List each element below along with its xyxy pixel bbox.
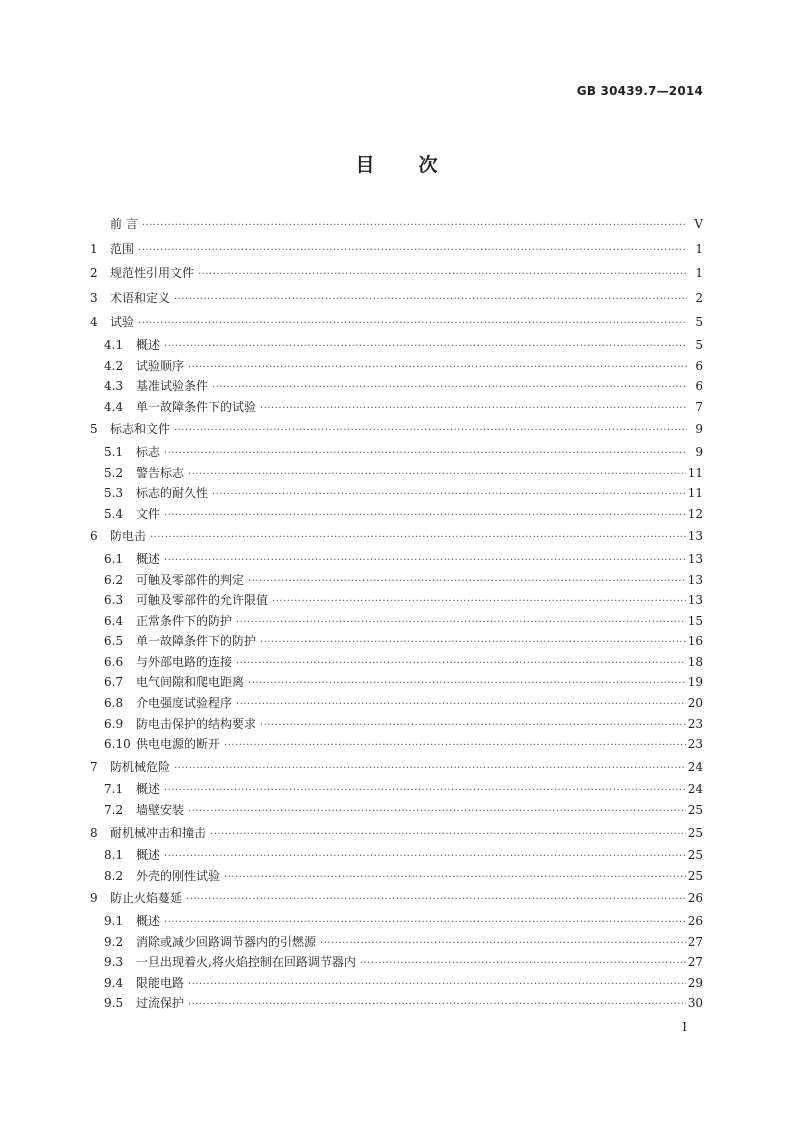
dot-leader [272, 592, 686, 613]
toc-entry-chapter[interactable] [90, 310, 703, 335]
toc-entry-number: 6.9 [104, 716, 124, 731]
toc-entry-label: 介电强度试验程序 [136, 696, 233, 711]
toc-entry-label: 标志的耐久性 [136, 486, 209, 501]
table-of-contents [90, 212, 703, 1014]
toc-entry-page: 13 [687, 572, 703, 587]
toc-entry-label: 概述 [136, 848, 161, 863]
dot-leader [236, 695, 686, 716]
dot-leader [198, 263, 687, 288]
toc-entry-section[interactable] [90, 734, 703, 755]
toc-entry-section[interactable] [90, 911, 703, 932]
toc-entry-section[interactable] [90, 590, 703, 611]
dot-leader [236, 613, 686, 634]
toc-entry-number: 6.6 [104, 654, 124, 669]
toc-entry-number: 2 [90, 266, 98, 281]
toc-entry-section[interactable] [90, 652, 703, 673]
toc-entry-label: 限能电路 [136, 975, 185, 990]
dot-leader [236, 654, 686, 675]
toc-entry-page: 5 [695, 337, 703, 352]
toc-entry-label: 可触及零部件的允许限值 [136, 593, 269, 608]
toc-entry-page: 13 [687, 551, 703, 566]
toc-entry-number: 6.5 [104, 634, 124, 649]
toc-entry-number: 7.1 [104, 782, 124, 797]
toc-entry-number: 4.1 [104, 337, 124, 352]
toc-entry-label: 术语和定义 [110, 290, 171, 305]
toc-entry-page: 20 [687, 696, 703, 711]
toc-entry-page: 11 [687, 486, 703, 501]
toc-entry-page: 16 [687, 634, 703, 649]
toc-entry-page: 15 [687, 613, 703, 628]
dot-leader [174, 419, 687, 444]
toc-entry-label: 单一故障条件下的试验 [136, 399, 257, 414]
toc-entry-page: 23 [687, 737, 703, 752]
dot-leader [164, 551, 686, 572]
toc-entry-page: 30 [687, 996, 703, 1011]
toc-entry-number: 5.4 [104, 506, 124, 521]
dot-leader [164, 847, 686, 868]
toc-entry-number: 4.3 [104, 379, 124, 394]
page-number: I [682, 1020, 687, 1034]
toc-entry-section[interactable] [90, 993, 703, 1014]
toc-entry-page: 13 [687, 593, 703, 608]
toc-entry-label: 电气间隙和爬电距离 [136, 675, 245, 690]
dot-leader [210, 823, 686, 848]
toc-entry-label: 一旦出现着火,将火焰控制在回路调节器内 [136, 955, 356, 970]
dot-leader [138, 239, 687, 264]
toc-entry-chapter[interactable] [90, 755, 703, 780]
toc-entry-section[interactable] [90, 693, 703, 714]
dot-leader [164, 781, 686, 802]
toc-entry-number: 1 [90, 241, 98, 256]
toc-entry-number: 5 [90, 422, 98, 437]
dot-leader [164, 337, 687, 358]
toc-entry-number: 6.10 [104, 737, 131, 752]
toc-entry-page: 12 [687, 506, 703, 521]
toc-entry-section[interactable] [90, 442, 703, 463]
toc-entry-chapter[interactable] [90, 261, 703, 286]
toc-entry-section[interactable] [90, 463, 703, 484]
toc-entry-label: 范围 [110, 241, 135, 256]
toc-entry-page: 19 [687, 675, 703, 690]
toc-entry-page: 13 [687, 529, 703, 544]
toc-entry-label: 与外部电路的连接 [136, 654, 233, 669]
toc-entry-number: 3 [90, 290, 98, 305]
dot-leader [142, 214, 687, 239]
dot-leader [320, 934, 686, 955]
toc-entry-number: 9.4 [104, 975, 124, 990]
toc-entry-label: 耐机械冲击和撞击 [110, 825, 207, 840]
toc-entry-number: 6.7 [104, 675, 124, 690]
toc-entry-label: 标志和文件 [110, 422, 171, 437]
toc-entry-page: 18 [687, 654, 703, 669]
toc-entry-page: 25 [687, 803, 703, 818]
toc-entry-label: 文件 [136, 506, 161, 521]
toc-entry-page: 9 [695, 444, 703, 459]
toc-entry-page: 24 [687, 782, 703, 797]
toc-entry-page: 6 [695, 358, 703, 373]
dot-leader [360, 954, 686, 975]
toc-entry-section[interactable] [90, 866, 703, 887]
dot-leader [248, 674, 686, 695]
toc-entry-label: 过流保护 [136, 996, 185, 1011]
dot-leader [164, 444, 687, 465]
toc-entry-page: 2 [695, 290, 703, 305]
toc-entry-section[interactable] [90, 932, 703, 953]
toc-entry-label: 外壳的刚性试验 [136, 868, 221, 883]
toc-entry-label: 概述 [136, 337, 161, 352]
toc-entry-number: 6.3 [104, 593, 124, 608]
toc-entry-label: 供电电源的断开 [136, 737, 221, 752]
toc-entry-page: 11 [687, 465, 703, 480]
toc-entry-section[interactable] [90, 973, 703, 994]
toc-entry-number: 8.2 [104, 868, 124, 883]
toc-entry-page: 27 [687, 955, 703, 970]
toc-entry-number: 8.1 [104, 848, 124, 863]
dot-leader [164, 913, 686, 934]
dot-leader [212, 485, 686, 506]
toc-entry-number: 8 [90, 825, 98, 840]
toc-entry-number: 9.2 [104, 934, 124, 949]
page-title-char-1: 目 [355, 154, 375, 176]
toc-entry-chapter[interactable] [90, 237, 703, 262]
dot-leader [138, 312, 687, 337]
toc-entry-page: 23 [687, 716, 703, 731]
dot-leader [260, 716, 686, 737]
toc-entry-section[interactable] [90, 714, 703, 735]
toc-entry-page: V [694, 217, 703, 231]
dot-leader [248, 572, 686, 593]
toc-entry-number: 7.2 [104, 803, 124, 818]
page-title [0, 150, 793, 177]
toc-entry-section[interactable] [90, 611, 703, 632]
toc-entry-label: 概述 [136, 914, 161, 928]
toc-entry-number: 4.2 [104, 358, 124, 373]
toc-entry-section[interactable] [90, 549, 703, 570]
dot-leader [260, 633, 686, 654]
toc-entry-label: 正常条件下的防护 [136, 613, 233, 628]
dot-leader [174, 757, 686, 782]
toc-entry-label: 概述 [136, 782, 161, 797]
dot-leader [224, 736, 686, 757]
toc-entry-number: 6.4 [104, 613, 124, 628]
toc-entry-chapter[interactable] [90, 417, 703, 442]
toc-entry-label: 防止火焰蔓延 [110, 891, 183, 906]
document-code: GB 30439.7—2014 [576, 84, 703, 98]
toc-entry-label: 墙壁安装 [136, 803, 185, 818]
toc-entry-chapter[interactable] [90, 821, 703, 846]
toc-entry-label: 可触及零部件的判定 [136, 572, 245, 587]
dot-leader [188, 802, 686, 823]
dot-leader [174, 288, 687, 313]
toc-entry-number: 4 [90, 315, 98, 330]
toc-entry-label: 规范性引用文件 [110, 266, 195, 281]
toc-entry-label: 单一故障条件下的防护 [136, 634, 257, 649]
toc-entry-number: 4.4 [104, 399, 124, 414]
toc-entry-page: 25 [687, 825, 703, 840]
dot-leader [260, 399, 687, 420]
toc-entry-section[interactable] [90, 397, 703, 418]
toc-entry-label: 标志 [136, 444, 161, 459]
toc-entry-chapter[interactable] [90, 524, 703, 549]
toc-entry-label: 试验顺序 [136, 358, 185, 373]
toc-entry-section[interactable] [90, 570, 703, 591]
toc-entry-section[interactable] [90, 483, 703, 504]
toc-entry-page: 5 [695, 315, 703, 330]
toc-entry-label: 基准试验条件 [136, 379, 209, 394]
toc-entry-section[interactable] [90, 504, 703, 525]
toc-entry-number: 6.2 [104, 572, 124, 587]
toc-entry-number: 6.8 [104, 696, 124, 711]
toc-entry-label: 防机械危险 [110, 759, 171, 774]
toc-entry-page: 25 [687, 868, 703, 883]
dot-leader [186, 888, 686, 913]
toc-entry-section[interactable] [90, 845, 703, 866]
dot-leader [164, 506, 686, 527]
toc-entry-label: 防电击保护的结构要求 [136, 716, 257, 731]
toc-entry-number: 9.1 [104, 914, 124, 928]
toc-entry-section[interactable] [90, 376, 703, 397]
toc-entry-section[interactable] [90, 952, 703, 973]
toc-entry-chapter[interactable] [90, 212, 703, 237]
dot-leader [188, 995, 686, 1016]
toc-entry-section[interactable] [90, 800, 703, 821]
toc-entry-page: 26 [687, 891, 703, 906]
toc-entry-label: 警告标志 [136, 465, 185, 480]
toc-entry-page: 1 [695, 241, 703, 256]
toc-entry-page: 27 [687, 934, 703, 949]
dot-leader [188, 465, 686, 486]
toc-entry-page: 24 [687, 759, 703, 774]
toc-entry-label: 防电击 [110, 529, 147, 544]
toc-entry-section[interactable] [90, 672, 703, 693]
toc-entry-chapter[interactable] [90, 886, 703, 911]
toc-entry-page: 6 [695, 379, 703, 394]
toc-entry-number: 6.1 [104, 551, 124, 566]
dot-leader [212, 378, 687, 399]
toc-entry-label: 消除或减少回路调节器内的引燃源 [136, 934, 317, 949]
toc-entry-page: 26 [687, 914, 703, 928]
toc-entry-number: 5.1 [104, 444, 124, 459]
toc-entry-number: 6 [90, 529, 98, 544]
toc-entry-number: 9.5 [104, 996, 124, 1011]
toc-entry-page: 1 [695, 266, 703, 281]
page-title-char-2: 次 [418, 154, 438, 176]
toc-entry-page: 7 [695, 399, 703, 414]
dot-leader [188, 358, 687, 379]
toc-entry-page: 9 [695, 422, 703, 437]
dot-leader [224, 868, 686, 889]
toc-entry-label: 概述 [136, 551, 161, 566]
toc-entry-section[interactable] [90, 779, 703, 800]
toc-entry-section[interactable] [90, 356, 703, 377]
toc-entry-section[interactable] [90, 631, 703, 652]
toc-entry-number: 5.3 [104, 486, 124, 501]
toc-entry-number: 5.2 [104, 465, 124, 480]
toc-entry-chapter[interactable] [90, 286, 703, 311]
toc-entry-number: 9 [90, 891, 98, 906]
toc-entry-number: 7 [90, 759, 98, 774]
dot-leader [150, 526, 686, 551]
toc-entry-section[interactable] [90, 335, 703, 356]
toc-entry-number: 9.3 [104, 955, 124, 970]
toc-entry-label: 前 言 [110, 217, 138, 231]
toc-entry-page: 25 [687, 848, 703, 863]
dot-leader [188, 975, 686, 996]
toc-entry-label: 试验 [110, 315, 135, 330]
toc-entry-page: 29 [687, 975, 703, 990]
